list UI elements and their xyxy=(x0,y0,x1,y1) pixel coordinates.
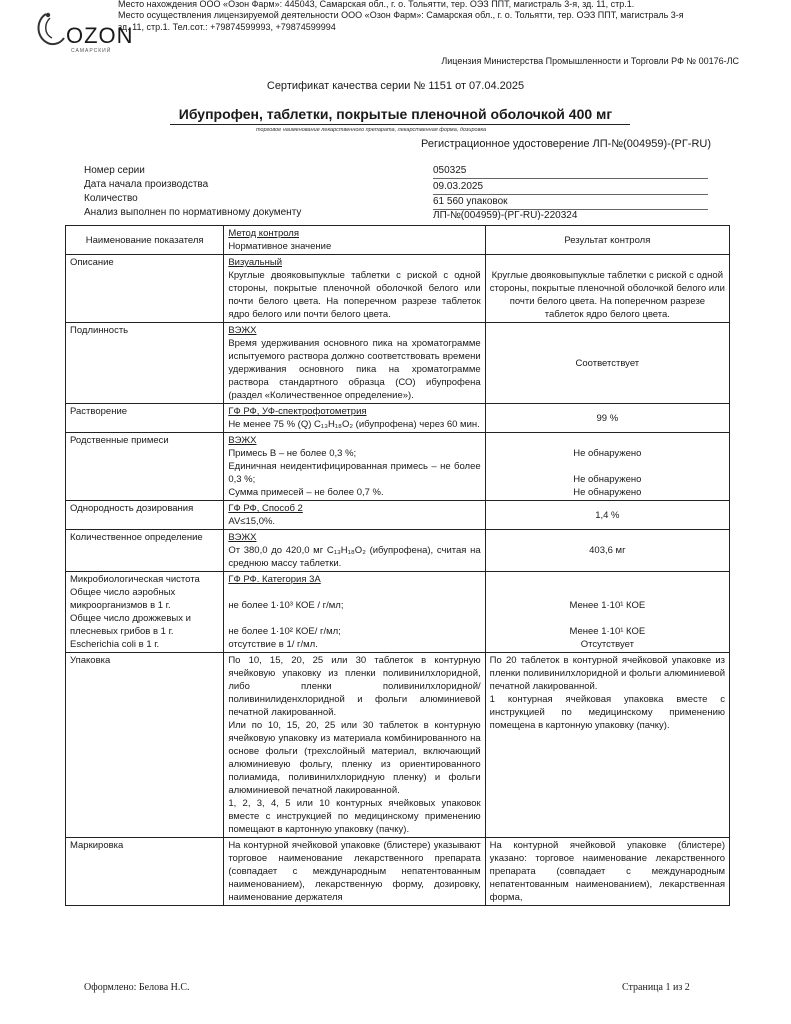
table-row xyxy=(66,433,730,501)
production-start-label: Дата начала производства xyxy=(84,179,209,190)
norm-dissolution: Не менее 75 % (Q) C₁₃H₁₈O₂ (ибупрофена) через 60 мин. xyxy=(228,419,480,430)
result-marking: На контурной ячейковой упаковке (блистере) указано: торговое наименование лекарственного препарата (совпадает с международным непатентованным наименованием), лекарственная форма, xyxy=(485,838,729,906)
result-dissolution: 99 % xyxy=(485,404,729,433)
row-result-microbiology xyxy=(485,572,729,653)
row-name-assay: Количественное определение xyxy=(66,530,224,572)
license-text: Лицензия Министерства Промышленности и Торговли РФ № 00176-ЛС xyxy=(441,56,739,66)
result-aerobic: Менее 1·10¹ КОЕ xyxy=(569,600,646,611)
method-uniformity: ГФ РФ, Способ 2 xyxy=(228,503,303,514)
certificate-title: Сертификат качества серии № 1151 от 07.04.2025 xyxy=(266,80,525,92)
row-norm-identity xyxy=(224,323,485,404)
quality-table xyxy=(65,225,730,906)
table-row xyxy=(66,404,730,433)
norm-description: Круглые двояковыпуклые таблетки с риской с одной стороны, покрытые пленочной оболочкой белого или почти белого цвета. На поперечном разрезе таблеток ядро белого или почти белого цвета. xyxy=(228,270,481,320)
method-assay: ВЭЖХ xyxy=(228,532,257,543)
row-norm-uniformity xyxy=(224,501,485,530)
table-row xyxy=(66,323,730,404)
method-description: Визуальный xyxy=(228,257,283,268)
series-value: 050325 xyxy=(433,165,467,176)
result-packaging-2: 1 контурная ячейковая упаковка вместе с инструкцией по медицинскому применению помещена в картонную упаковку (пачку). xyxy=(489,694,725,731)
table-header-row xyxy=(66,226,730,255)
result-ecoli: Отсутствует xyxy=(580,639,634,650)
result-impurity-sum: Не обнаружено xyxy=(573,487,642,498)
table-row xyxy=(66,653,730,838)
result-description: Круглые двояковыпуклые таблетки с риской с одной стороны, покрытые пленочной оболочкой белого или почти белого цвета. На поперечном разрезе таблеток ядро белого цвета. xyxy=(485,255,729,323)
norm-impurity-b: Примесь В – не более 0,3 %; xyxy=(228,448,357,459)
result-packaging-1: По 20 таблеток в контурной ячейковой упаковке из пленки поливинилхлоридной и фольги алюминиевой печатной лакированной. xyxy=(489,655,725,692)
micro-yeast-label: Общее число дрожжевых и плесневых грибов в 1 г. xyxy=(70,613,191,637)
norm-marking: На контурной ячейковой упаковке (блистере) указывают торговое наименование лекарственного препарата (совпадает с международным непатентованным наименованием), лекарственную форму, дозировку, наименование держателя xyxy=(224,838,485,906)
row-norm-packaging xyxy=(224,653,485,838)
quantity-label: Количество xyxy=(84,193,138,204)
norm-aerobic: не более 1·10³ КОЕ / г/мл; xyxy=(228,600,344,611)
row-name-packaging: Упаковка xyxy=(66,653,224,838)
registration-certificate: Регистрационное удостоверение ЛП-№(004959)-(РГ-RU) xyxy=(420,138,711,150)
table-row xyxy=(66,501,730,530)
row-norm-dissolution xyxy=(224,404,485,433)
row-name-microbiology xyxy=(66,572,224,653)
logo-text: OZON xyxy=(66,23,134,48)
header-phone-line: зд. 11, стр.1. Тел.сот.: +79874599993, +79874599994 xyxy=(118,22,336,32)
norm-uniformity: AV≤15,0%. xyxy=(228,516,276,527)
norm-yeast: не более 1·10² КОЕ/ г/мл; xyxy=(228,626,341,637)
quantity-value: 61 560 упаковок xyxy=(433,196,508,207)
row-name-marking: Маркировка xyxy=(66,838,224,906)
header-method xyxy=(224,226,485,255)
product-title: Ибупрофен, таблетки, покрытые пленочной оболочкой 400 мг xyxy=(178,106,613,122)
method-identity: ВЭЖХ xyxy=(228,325,257,336)
row-result-impurities xyxy=(485,433,729,501)
micro-ecoli-label: Escherichia coli в 1 г. xyxy=(70,639,160,650)
header-method-label: Метод контроля xyxy=(228,228,299,239)
row-norm-microbiology xyxy=(224,572,485,653)
result-assay: 403,6 мг xyxy=(485,530,729,572)
result-identity: Соответствует xyxy=(485,323,729,404)
table-row xyxy=(66,838,730,906)
title-underline xyxy=(170,124,630,125)
header-result: Результат контроля xyxy=(485,226,729,255)
normative-doc-label: Анализ выполнен по нормативному документу xyxy=(84,207,302,218)
row-norm-assay xyxy=(224,530,485,572)
micro-title: Микробиологическая чистота xyxy=(70,574,200,585)
row-norm-description xyxy=(224,255,485,323)
result-yeast: Менее 1·10¹ КОЕ xyxy=(569,626,646,637)
series-underline xyxy=(433,178,708,179)
norm-packaging-2: Или по 10, 15, 20, 25 или 30 таблеток в контурную ячейковую упаковку из материала комбинированного на основе фольги (трехслойный материал, включающий алюминиевую фольгу, пленку из ориентированного полиамида, поливинилхлоридную пленку) и фольги алюминиевой печатной лакированной. xyxy=(228,720,481,796)
norm-identity: Время удерживания основного пика на хроматограмме испытуемого раствора должно соответствовать времени удерживания основного пика на хроматограмме раствора стандартного образца (СО) ибупрофена (раздел «Количественное определение»). xyxy=(228,338,481,401)
row-result-packaging xyxy=(485,653,729,838)
prepared-by: Оформлено: Белова Н.С. xyxy=(84,982,190,993)
row-name-impurities: Родственные примеси xyxy=(66,433,224,501)
row-name-description: Описание xyxy=(66,255,224,323)
header-address-line-1: Место нахождения ООО «Озон Фарм»: 445043, Самарская обл., г. о. Тольятти, тер. ОЭЗ ППТ, магистраль 3-я, зд. 11, стр.1. xyxy=(118,0,635,9)
header-address-line-2: Место осуществления лицензируемой деятельности ООО «Озон Фарм»: Самарская обл., г. о. Тольятти, тер. ОЭЗ ППТ, магистраль 3-я xyxy=(118,10,684,20)
table-row xyxy=(66,255,730,323)
series-label: Номер серии xyxy=(84,165,145,176)
logo-subtitle: САМАРСКИЙ xyxy=(71,48,112,54)
norm-packaging-3: 1, 2, 3, 4, 5 или 10 контурных ячейковых упаковок вместе с инструкцией по медицинскому применению помещают в картонную упаковку (пачку). xyxy=(228,798,481,835)
header-indicator: Наименование показателя xyxy=(66,226,224,255)
row-name-uniformity: Однородность дозирования xyxy=(66,501,224,530)
result-impurity-b: Не обнаружено xyxy=(573,448,642,459)
norm-packaging-1: По 10, 15, 20, 25 или 30 таблеток в контурную ячейковую упаковку из пленки поливинилхлоридной, либо пленки поливинилхлоридной/поливинилиденхлоридной и фольги алюминиевой печатной лакированной. xyxy=(228,655,481,718)
result-uniformity: 1,4 % xyxy=(485,501,729,530)
method-dissolution: ГФ РФ, УФ-спектрофотометрия xyxy=(228,406,367,417)
normative-doc-value: ЛП-№(004959)-(РГ-RU)-220324 xyxy=(433,210,578,221)
method-impurities: ВЭЖХ xyxy=(228,435,257,446)
norm-impurity-sum: Сумма примесей – не более 0,7 %. xyxy=(228,487,384,498)
micro-aerobic-label: Общее число аэробных микроорганизмов в 1 г. xyxy=(70,587,176,611)
row-name-identity: Подлинность xyxy=(66,323,224,404)
result-impurity-single: Не обнаружено xyxy=(573,474,642,485)
page-number: Страница 1 из 2 xyxy=(622,982,690,993)
table-row xyxy=(66,572,730,653)
row-name-dissolution: Растворение xyxy=(66,404,224,433)
norm-assay: От 380,0 до 420,0 мг C₁₃H₁₈O₂ (ибупрофена), считая на среднюю массу таблетки. xyxy=(228,545,481,569)
product-caption: торговое наименование лекарственного препарата, лекарственная форма, дозировка xyxy=(256,127,487,133)
header-norm-label: Нормативное значение xyxy=(228,241,332,252)
method-microbiology: ГФ РФ. Категория 3А xyxy=(228,574,321,585)
row-norm-impurities xyxy=(224,433,485,501)
norm-ecoli: отсутствие в 1/ г/мл. xyxy=(228,639,318,650)
production-start-value: 09.03.2025 xyxy=(433,181,484,192)
table-row xyxy=(66,530,730,572)
norm-impurity-single: Единичная неидентифицированная примесь – не более 0,3 %; xyxy=(228,461,481,485)
